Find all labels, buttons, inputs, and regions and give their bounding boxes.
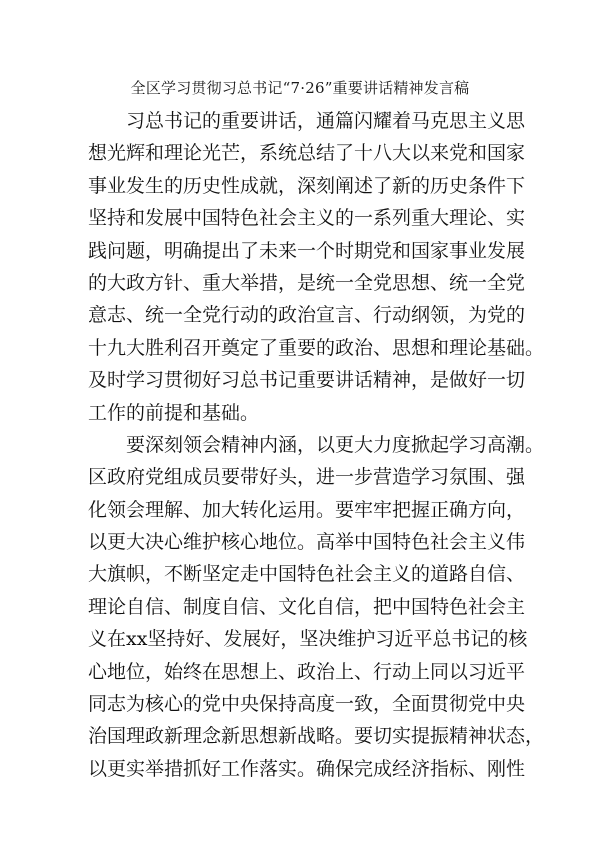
document-body [88,105,545,785]
paragraph-1-line-3: 事业发生的历史性成就，深刻阐述了新的历史条件下 [88,174,526,197]
paragraph-2-line-3: 化领会理解、加大转化运用。要牢牢把握正确方向， [88,498,526,521]
paragraph-1-line-2: 想光辉和理论光芒，系统总结了十八大以来党和国家 [88,142,526,165]
paragraph-1-line-6: 的大政方针、重大举措，是统一全党思想、统一全党 [88,271,526,294]
paragraph-1-line-1: 习总书记的重要讲话，通篇闪耀着马克思主义思 [126,110,526,132]
paragraph-2-line-9: 同志为核心的党中央保持高度一致，全面贯彻党中央 [88,693,526,716]
document-title: 全区学习贯彻习总书记“7·26”重要讲话精神发言稿 [130,79,470,97]
paragraph-2-line-6: 理论自信、制度自信、文化自信，把中国特色社会主 [88,595,526,618]
paragraph-2-line-8: 心地位，始终在思想上、政治上、行动上同以习近平 [88,660,526,683]
paragraph-2-line-1: 要深刻领会精神内涵，以更大力度掀起学习高潮。 [126,433,545,456]
paragraph-1-line-5: 践问题，明确提出了未来一个时期党和国家事业发展 [88,239,526,262]
paragraph-2-line-2: 区政府党组成员要带好头，进一步营造学习氛围、强 [88,466,526,489]
paragraph-2-line-11: 以更实举措抓好工作落实。确保完成经济指标、刚性 [88,757,526,780]
paragraph-2-line-10: 治国理政新理念新思想新战略。要切实提振精神状态， [88,725,545,748]
paragraph-1-line-7: 意志、统一全党行动的政治宣言、行动纲领，为党的 [88,304,526,327]
paragraph-1-line-9: 及时学习贯彻好习总书记重要讲话精神，是做好一切 [88,369,526,392]
paragraph-1-line-4: 坚持和发展中国特色社会主义的一系列重大理论、实 [88,207,526,230]
paragraph-1-line-10: 工作的前提和基础。 [88,401,260,424]
paragraph-2-line-5: 大旗帜，不断坚定走中国特色社会主义的道路自信、 [88,563,526,586]
paragraph-1-line-8: 十九大胜利召开奠定了重要的政治、思想和理论基础。 [88,336,545,359]
paragraph-2-line-7: 义在xx坚持好、发展好，坚决维护习近平总书记的核 [88,628,528,651]
paragraph-2-line-4: 以更大决心维护核心地位。高举中国特色社会主义伟 [88,531,526,554]
